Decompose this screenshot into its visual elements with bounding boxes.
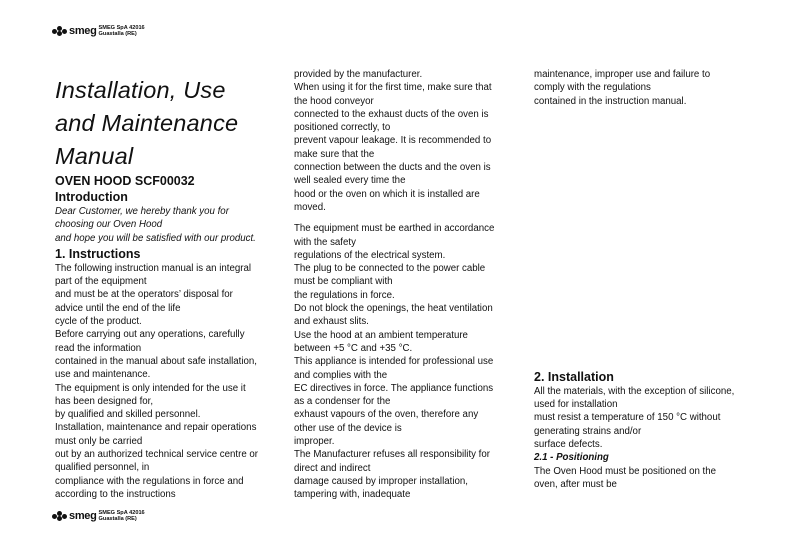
smeg-logo-top bbox=[52, 25, 145, 37]
subsection-2-1-heading: 2.1 - Positioning bbox=[534, 452, 609, 464]
text-line: by qualified and skilled personnel. bbox=[55, 409, 201, 421]
section-1-heading: 1. Instructions bbox=[55, 246, 141, 261]
text-line: prevent vapour leakage. It is recommended to bbox=[294, 135, 492, 147]
text-line: exhaust vapours of the oven, therefore any bbox=[294, 409, 479, 421]
title-line: Manual bbox=[55, 143, 134, 169]
text-line: and must be at the operators’ disposal for bbox=[55, 289, 233, 301]
text-line: improper. bbox=[294, 436, 335, 448]
logo-address-line1: SMEG SpA 42016 bbox=[98, 510, 145, 516]
text-line: connected to the exhaust ducts of the oven is bbox=[294, 108, 489, 120]
section-2-text bbox=[534, 385, 750, 451]
text-line: between +5 °C and +35 °C. bbox=[294, 342, 413, 354]
text-line: Use the hood at an ambient temperature bbox=[294, 329, 468, 341]
intro-text bbox=[55, 205, 270, 245]
text-line: moved. bbox=[294, 201, 326, 213]
text-line: The following instruction manual is an integral bbox=[55, 262, 252, 274]
text-line: generating strains and/or bbox=[534, 425, 642, 437]
title-line: Installation, Use bbox=[55, 77, 226, 103]
text-line: regulations of the electrical system. bbox=[294, 249, 446, 261]
text-line: well sealed every time the bbox=[294, 175, 406, 187]
text-line: cycle of the product. bbox=[55, 316, 142, 328]
text-line: qualified personnel, in bbox=[55, 462, 150, 474]
document-title bbox=[55, 74, 270, 173]
logo-wordmark: smeg bbox=[69, 25, 97, 37]
logo-address-line2: Guastalla (RE) bbox=[98, 31, 137, 37]
logo-address bbox=[99, 510, 145, 522]
model-heading: OVEN HOOD SCF00032 bbox=[55, 174, 195, 188]
text-line: direct and indirect bbox=[294, 462, 371, 474]
text-line: The Oven Hood must be positioned on the bbox=[534, 465, 717, 477]
text-line: according to the instructions bbox=[55, 488, 176, 500]
text-line: damage caused by improper installation, bbox=[294, 475, 468, 487]
paragraph-liability-end bbox=[534, 68, 750, 108]
text-line: tampering with, inadequate bbox=[294, 489, 411, 501]
text-line: out by an authorized technical service centre or bbox=[55, 449, 259, 461]
text-line: part of the equipment bbox=[55, 276, 147, 288]
text-line: contained in the manual about safe installation, bbox=[55, 355, 257, 367]
paragraph-usage bbox=[294, 68, 510, 214]
text-line: the hood conveyor bbox=[294, 95, 374, 107]
logo-address-line2: Guastalla (RE) bbox=[98, 516, 137, 522]
text-line: must resist a temperature of 150 °C without bbox=[534, 412, 721, 424]
column-1 bbox=[55, 74, 270, 501]
smeg-logo-bottom bbox=[52, 510, 145, 522]
text-line: must be compliant with bbox=[294, 276, 393, 288]
logo-dots-icon bbox=[52, 26, 68, 36]
logo-address bbox=[99, 25, 145, 37]
text-line: and hope you will be satisfied with our product. bbox=[55, 232, 256, 244]
text-line: and complies with the bbox=[294, 369, 388, 381]
text-line: oven, after must be bbox=[534, 478, 617, 490]
text-line: contained in the instruction manual. bbox=[534, 95, 687, 107]
text-line: comply with the regulations bbox=[534, 82, 651, 94]
text-line: read the information bbox=[55, 342, 142, 354]
section-1-text bbox=[55, 262, 270, 501]
text-line: as a condenser for the bbox=[294, 396, 391, 408]
text-line: must only be carried bbox=[55, 435, 143, 447]
column-2 bbox=[294, 68, 510, 502]
text-line: The equipment must be earthed in accordance bbox=[294, 223, 495, 235]
text-line: The Manufacturer refuses all responsibility for bbox=[294, 449, 490, 461]
text-line: choosing our Oven Hood bbox=[55, 219, 163, 231]
text-line: positioned correctly, to bbox=[294, 122, 391, 134]
column-3 bbox=[534, 68, 750, 491]
column-spacer bbox=[534, 108, 750, 368]
logo-wordmark: smeg bbox=[69, 510, 97, 522]
text-line: When using it for the first time, make sure that bbox=[294, 82, 492, 94]
text-line: provided by the manufacturer. bbox=[294, 69, 423, 80]
text-line: surface defects. bbox=[534, 439, 603, 451]
text-line: has been designed for, bbox=[55, 395, 154, 407]
text-line: Dear Customer, we hereby thank you for bbox=[55, 206, 229, 217]
subsection-2-1-text bbox=[534, 465, 750, 492]
text-line: This appliance is intended for professional use bbox=[294, 356, 494, 368]
text-line: use and maintenance. bbox=[55, 369, 151, 381]
paragraph-gap bbox=[294, 214, 510, 222]
text-line: The equipment is only intended for the use it bbox=[55, 382, 246, 394]
text-line: connection between the ducts and the oven is bbox=[294, 162, 491, 174]
text-line: make sure that the bbox=[294, 148, 375, 160]
paragraph-safety bbox=[294, 222, 510, 501]
text-line: compliance with the regulations in force and bbox=[55, 475, 244, 487]
logo-dots-icon bbox=[52, 511, 68, 521]
text-line: Installation, maintenance and repair operations bbox=[55, 422, 257, 434]
section-2-heading: 2. Installation bbox=[534, 369, 614, 384]
text-line: EC directives in force. The appliance functions bbox=[294, 382, 494, 394]
logo-address-line1: SMEG SpA 42016 bbox=[98, 25, 145, 31]
text-line: the regulations in force. bbox=[294, 289, 395, 301]
intro-heading: Introduction bbox=[55, 190, 128, 204]
text-line: advice until the end of the life bbox=[55, 302, 181, 314]
text-line: Do not block the openings, the heat ventilation bbox=[294, 303, 493, 315]
text-line: Before carrying out any operations, carefully bbox=[55, 329, 245, 341]
title-line: and Maintenance bbox=[55, 110, 239, 136]
text-line: All the materials, with the exception of silicone, bbox=[534, 385, 735, 397]
text-line: hood or the oven on which it is installed are bbox=[294, 188, 480, 200]
text-line: used for installation bbox=[534, 399, 618, 411]
text-line: other use of the device is bbox=[294, 422, 402, 434]
text-line: maintenance, improper use and failure to bbox=[534, 69, 711, 80]
text-line: and exhaust slits. bbox=[294, 316, 369, 328]
text-line: The plug to be connected to the power cable bbox=[294, 263, 486, 275]
text-line: with the safety bbox=[294, 236, 356, 248]
